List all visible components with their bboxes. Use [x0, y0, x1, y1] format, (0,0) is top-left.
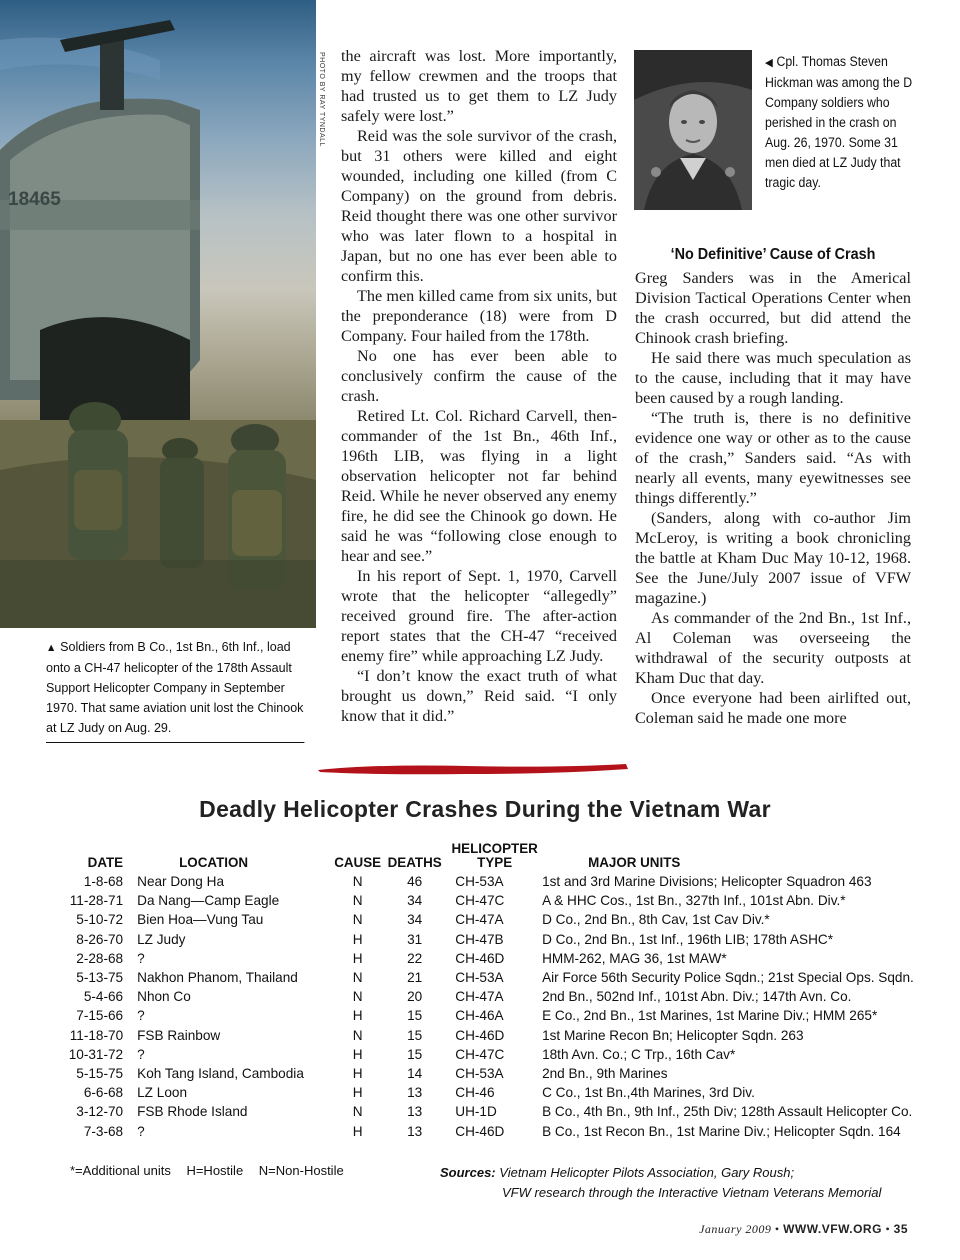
header-cause: CAUSE [334, 855, 382, 870]
cell-units: 18th Avn. Co.; C Trp., 16th Cav* [542, 1046, 736, 1062]
table-row [64, 872, 960, 891]
helicopter-loading-photo [0, 0, 316, 628]
footer-site: WWW.VFW.ORG [783, 1222, 882, 1236]
legend-hostile: H=Hostile [186, 1163, 244, 1178]
cell-type: CH-47B [455, 931, 504, 947]
table-row [64, 1064, 960, 1083]
header-date: DATE [87, 855, 124, 870]
cell-units: 2nd Bn., 502nd Inf., 101st Abn. Div.; 147th Avn. Co. [542, 989, 852, 1005]
cell-location: FSB Rainbow [137, 1027, 221, 1043]
cell-type: CH-47A [455, 989, 504, 1005]
cell-units: B Co., 4th Bn., 9th Inf., 25th Div; 128th Assault Helicopter Co. [542, 1104, 913, 1120]
cell-type: CH-46D [455, 1123, 505, 1139]
cell-deaths: 21 [407, 970, 423, 986]
header-location: LOCATION [179, 855, 249, 870]
cell-date: 5-4-66 [83, 989, 124, 1005]
cell-cause: H [352, 1046, 363, 1062]
cell-units: D Co., 2nd Bn., 8th Cav, 1st Cav Div.* [542, 912, 770, 928]
right-photo-caption-text: Cpl. Thomas Steven Hickman was among the D Company soldiers who perished in the crash on Aug. 26, 1970. Some 31 men died at LZ Judy that tragic day. [765, 54, 913, 190]
sources-line-1 [380, 1163, 940, 1183]
red-brush-divider [316, 760, 636, 780]
article-paragraph: Reid was the sole survivor of the crash, but 31 others were killed and eight wounded, including one killed (from C Company) on the ground from debris. Reid thought there was one other survivor who was later flown to a hospital in Japan, but no one has ever been able to confirm this. [341, 127, 617, 285]
cell-units: Air Force 56th Security Police Sqdn.; 21st Special Ops. Sqdn. [542, 970, 914, 986]
cell-location: Nhon Co [137, 989, 191, 1005]
header-type [447, 842, 542, 872]
table-title: Deadly Helicopter Crashes During the Vietnam War [199, 796, 771, 822]
table-row [64, 968, 960, 987]
cell-type: UH-1D [455, 1104, 497, 1120]
cell-date: 2-28-68 [76, 950, 124, 966]
cell-type: CH-53A [455, 970, 504, 986]
cell-date: 7-3-68 [83, 1123, 124, 1139]
portrait-illustration [634, 50, 752, 210]
cell-type: CH-46D [455, 1027, 505, 1043]
cell-location: Nakhon Phanom, Thailand [137, 970, 298, 986]
cell-units: HMM-262, MAG 36, 1st MAW* [542, 950, 727, 966]
header-units: MAJOR UNITS [588, 855, 681, 870]
cell-cause: N [352, 1027, 363, 1043]
cell-cause: H [352, 950, 363, 966]
cell-cause: N [352, 970, 363, 986]
photo-credit: PHOTO BY RAY TYNDALL [318, 52, 325, 147]
table-row [64, 1121, 960, 1140]
table-row [64, 1045, 960, 1064]
cell-units: B Co., 1st Recon Bn., 1st Marine Div.; Helicopter Sqdn. 164 [542, 1123, 901, 1139]
hickman-portrait-photo [634, 50, 752, 210]
cell-location: Bien Hoa—Vung Tau [137, 912, 264, 928]
cell-deaths: 15 [407, 1008, 423, 1024]
cell-cause: N [352, 912, 363, 928]
sources-text-1: Vietnam Helicopter Pilots Association, Gary Roush; [499, 1165, 795, 1180]
cell-location: Koh Tang Island, Cambodia [137, 1065, 304, 1081]
cell-date: 6-6-68 [83, 1085, 124, 1101]
cell-deaths: 13 [407, 1123, 423, 1139]
cell-deaths: 22 [407, 950, 423, 966]
cell-date: 3-12-70 [76, 1104, 124, 1120]
article-paragraph: the aircraft was lost. More importantly, my fellow crewmen and the troops that had trusted us to get them to LZ Judy safely were lost.” [341, 47, 617, 125]
table-body [64, 872, 960, 1141]
footer-bullet: • [774, 1222, 784, 1236]
article-paragraph: “I don’t know the exact truth of what brought us down,” Reid said. “I only know that it did.” [341, 667, 617, 725]
helicopter-photo-illustration [0, 0, 316, 628]
cell-location: Da Nang—Camp Eagle [137, 893, 280, 909]
cell-units: 2nd Bn., 9th Marines [542, 1065, 668, 1081]
cell-deaths: 46 [407, 874, 423, 890]
cell-date: 1-8-68 [83, 874, 124, 890]
cell-cause: N [352, 874, 363, 890]
table-header-row [64, 842, 960, 872]
cell-date: 5-10-72 [76, 912, 124, 928]
table-row [64, 1083, 960, 1102]
legend-non-hostile: N=Non-Hostile [258, 1163, 344, 1178]
sources-label: Sources: [440, 1165, 496, 1180]
table-row [64, 930, 960, 949]
cell-location: LZ Judy [137, 931, 186, 947]
cell-cause: H [352, 931, 363, 947]
triangle-up-icon: ▲ [46, 642, 57, 654]
header-deaths: DEATHS [387, 855, 442, 870]
footer-bullet: • [885, 1222, 894, 1236]
cell-type: CH-46A [455, 1008, 504, 1024]
brush-stroke [318, 764, 628, 774]
table-row [64, 891, 960, 910]
article-paragraph: Once everyone had been airlifted out, Coleman said he made one more [635, 689, 911, 727]
left-photo-caption-text: Soldiers from B Co., 1st Bn., 6th Inf., load onto a CH-47 helicopter of the 178th Assault Support Helicopter Company in September 1970. That same aviation unit lost the Chinook at LZ Judy on Aug. 29. [46, 639, 304, 735]
cell-deaths: 15 [407, 1046, 423, 1062]
cell-location: LZ Loon [137, 1085, 188, 1101]
cell-cause: H [352, 1085, 363, 1101]
cell-type: CH-53A [455, 874, 504, 890]
cell-units: 1st and 3rd Marine Divisions; Helicopter Squadron 463 [542, 874, 872, 890]
cell-location: ? [137, 950, 145, 966]
article-middle-column [341, 46, 617, 726]
table-row [64, 1026, 960, 1045]
article-paragraph: In his report of Sept. 1, 1970, Carvell wrote that the helicopter “allegedly” received ground fire. The after-action report states that the CH-47 “received enemy fire” while approaching LZ Judy. [341, 567, 617, 665]
cell-date: 10-31-72 [68, 1046, 124, 1062]
cell-cause: H [352, 1008, 363, 1024]
article-paragraph: Greg Sanders was in the Americal Division Tactical Operations Center when the crash occurred, but did attend the Chinook crash briefing. [635, 269, 911, 347]
cell-cause: N [352, 1104, 363, 1120]
cell-type: CH-47A [455, 912, 504, 928]
article-paragraph: (Sanders, along with co-author Jim McLeroy, is writing a book chronicling the battle at Kham Duc May 10-12, 1968. See the June/July 2007 issue of VFW magazine.) [635, 509, 911, 607]
page-footer [699, 1222, 908, 1237]
cell-date: 7-15-66 [76, 1008, 124, 1024]
table-row [64, 987, 960, 1006]
cell-deaths: 15 [407, 1027, 423, 1043]
header-type-top: HELICOPTER [451, 841, 538, 856]
footer-page-number: 35 [893, 1222, 908, 1236]
cell-type: CH-46 [455, 1085, 495, 1101]
left-photo-caption [46, 637, 304, 743]
cell-location: FSB Rhode Island [137, 1104, 248, 1120]
table-sources [380, 1163, 940, 1203]
cell-date: 11-28-71 [69, 893, 124, 909]
cell-type: CH-47C [455, 1046, 505, 1062]
table-legend [70, 1163, 356, 1178]
table-row [64, 1102, 960, 1121]
cell-type: CH-53A [455, 1065, 504, 1081]
cell-units: A & HHC Cos., 1st Bn., 327th Inf., 101st Abn. Div.* [542, 893, 846, 909]
cell-units: 1st Marine Recon Bn; Helicopter Sqdn. 263 [542, 1027, 804, 1043]
cell-date: 8-26-70 [76, 931, 124, 947]
cell-deaths: 34 [407, 893, 423, 909]
right-photo-caption [765, 52, 912, 193]
cell-cause: H [352, 1123, 363, 1139]
header-type-bottom: TYPE [477, 855, 513, 870]
article-paragraph: No one has ever been able to conclusively confirm the cause of the crash. [341, 347, 617, 405]
article-paragraph: “The truth is, there is no definitive evidence one way or other as to the cause of the crash,” Sanders said. “As with nearly all events, many eyewitnesses see things differently.” [635, 409, 911, 507]
cell-deaths: 34 [407, 912, 423, 928]
cell-location: ? [137, 1123, 145, 1139]
cell-units: C Co., 1st Bn.,4th Marines, 3rd Div. [542, 1085, 755, 1101]
cell-date: 11-18-70 [69, 1027, 124, 1043]
footer-issue: January 2009 [699, 1222, 772, 1236]
table-row [64, 1006, 960, 1025]
table-row [64, 910, 960, 929]
article-right-column [635, 268, 911, 728]
legend-additional: *=Additional units [70, 1163, 171, 1178]
cell-deaths: 14 [407, 1065, 423, 1081]
cell-cause: H [352, 1065, 363, 1081]
article-paragraph: As commander of the 2nd Bn., 1st Inf., Al Coleman was overseeing the withdrawal of the security outposts at Kham Duc that day. [635, 609, 911, 687]
sources-text-2: VFW research through the Interactive Vietnam Veterans Memorial [502, 1185, 882, 1200]
table-row [64, 949, 960, 968]
article-paragraph: He said there was much speculation as to the cause, including that it may have been caused by a rough landing. [635, 349, 911, 407]
cell-deaths: 13 [407, 1104, 423, 1120]
article-paragraph: Retired Lt. Col. Richard Carvell, then-commander of the 1st Bn., 46th Inf., 196th LIB, was flying in a light observation helicopter not far behind Reid. While he never observed any enemy fire, he did see the Chinook go down. He said he was “following close enough to hear and see.” [341, 407, 617, 565]
fuselage-number: 18465 [8, 189, 61, 210]
cell-date: 5-13-75 [76, 970, 124, 986]
cell-deaths: 31 [407, 931, 423, 947]
cell-date: 5-15-75 [76, 1065, 124, 1081]
cell-location: ? [137, 1046, 145, 1062]
cell-deaths: 20 [407, 989, 423, 1005]
crash-table [64, 842, 960, 1141]
triangle-left-icon: ◀ [765, 57, 773, 69]
cell-location: Near Dong Ha [137, 874, 225, 890]
cell-deaths: 13 [407, 1085, 423, 1101]
article-paragraph: The men killed came from six units, but the preponderance (18) were from D Company. Four hailed from the 178th. [341, 287, 617, 345]
cell-type: CH-47C [455, 893, 505, 909]
cell-location: ? [137, 1008, 145, 1024]
cell-units: D Co., 2nd Bn., 1st Inf., 196th LIB; 178th ASHC* [542, 931, 833, 947]
section-subhead: ‘No Definitive’ Cause of Crash [670, 246, 876, 263]
cell-cause: N [352, 989, 363, 1005]
cell-type: CH-46D [455, 950, 505, 966]
cell-cause: N [352, 893, 363, 909]
cell-units: E Co., 2nd Bn., 1st Marines, 1st Marine Div.; HMM 265* [542, 1008, 878, 1024]
